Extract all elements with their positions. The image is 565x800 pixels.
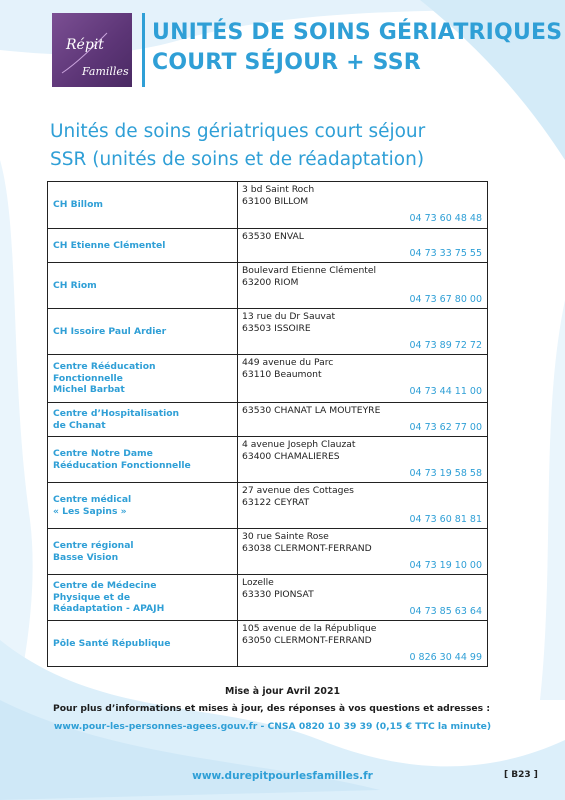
facility-address xyxy=(242,623,483,647)
facility-address xyxy=(242,311,483,335)
address-line: 63050 CLERMONT-FERRAND xyxy=(242,635,372,646)
facility-name-line: « Les Sapins » xyxy=(53,505,127,517)
facility-name-line: Pôle Santé République xyxy=(53,637,171,649)
address-line: 13 rue du Dr Sauvat xyxy=(242,311,336,322)
facility-name-line: CH Riom xyxy=(53,279,97,291)
facility-address xyxy=(242,577,483,601)
facility-name-line: Michel Barbat xyxy=(53,384,125,396)
address-line: 30 rue Sainte Rose xyxy=(242,531,329,542)
facility-name-line: Rééducation Fonctionnelle xyxy=(53,459,191,471)
facility-phone[interactable]: 04 73 62 77 00 xyxy=(409,422,482,433)
facility-contact xyxy=(238,575,487,620)
facility-address xyxy=(242,405,483,417)
address-line: 63530 ENVAL xyxy=(242,231,304,242)
facility-name-line: Centre de Médecine xyxy=(53,580,157,592)
facility-name-line: CH Etienne Clémentel xyxy=(53,239,166,251)
address-line: 105 avenue de la République xyxy=(242,623,377,634)
facility-name-line: Réadaptation - APAJH xyxy=(53,603,165,615)
table-row xyxy=(48,437,487,483)
facility-contact xyxy=(238,309,487,354)
facility-address xyxy=(242,485,483,509)
facility-phone[interactable]: 04 73 60 48 48 xyxy=(409,213,482,224)
facility-name xyxy=(48,403,238,436)
facility-phone[interactable]: 04 73 33 75 55 xyxy=(409,248,482,259)
address-line: 63330 PIONSAT xyxy=(242,589,314,600)
address-line: 63038 CLERMONT-FERRAND xyxy=(242,543,372,554)
address-line: 63400 CHAMALIERES xyxy=(242,451,340,462)
address-line: 63100 BILLOM xyxy=(242,196,309,207)
facility-name xyxy=(48,437,238,482)
facility-name xyxy=(48,621,238,666)
facility-name-line: CH Billom xyxy=(53,199,103,211)
table-row xyxy=(48,309,487,355)
page-title-line-2: COURT SÉJOUR + SSR xyxy=(152,50,421,75)
facility-contact xyxy=(238,355,487,402)
table-row xyxy=(48,575,487,621)
facility-address xyxy=(242,184,483,208)
facility-contact xyxy=(238,529,487,574)
address-line: 63503 ISSOIRE xyxy=(242,323,311,334)
facility-contact xyxy=(238,229,487,262)
page-title xyxy=(152,18,562,78)
address-line: 63122 CEYRAT xyxy=(242,497,310,508)
address-line: 4 avenue Joseph Clauzat xyxy=(242,439,356,450)
table-row xyxy=(48,182,487,229)
table-row xyxy=(48,403,487,437)
logo xyxy=(52,13,132,87)
address-line: 63200 RIOM xyxy=(242,277,299,288)
facility-address xyxy=(242,357,483,381)
facility-contact xyxy=(238,437,487,482)
facility-phone[interactable]: 04 73 67 80 00 xyxy=(409,294,482,305)
update-date: Mise à jour Avril 2021 xyxy=(225,686,340,697)
facility-contact xyxy=(238,403,487,436)
facility-name xyxy=(48,355,238,402)
table-row xyxy=(48,483,487,529)
facility-contact xyxy=(238,263,487,308)
facility-name xyxy=(48,263,238,308)
facility-address xyxy=(242,265,483,289)
facility-phone[interactable]: 04 73 85 63 64 xyxy=(409,606,482,617)
address-line: 63110 Beaumont xyxy=(242,369,322,380)
facility-name-line: Centre médical xyxy=(53,494,132,505)
facility-address xyxy=(242,231,483,243)
table-row xyxy=(48,229,487,263)
facility-address xyxy=(242,531,483,555)
facility-name xyxy=(48,483,238,528)
address-line: 449 avenue du Parc xyxy=(242,357,334,368)
facility-contact xyxy=(238,621,487,666)
facility-phone[interactable]: 04 73 19 10 00 xyxy=(409,560,482,571)
facility-name-line: Basse Vision xyxy=(53,551,119,563)
table-row xyxy=(48,263,487,309)
facility-name xyxy=(48,229,238,262)
section-title-line-2: SSR (unités de soins et de réadaptation) xyxy=(50,149,425,170)
info-text: Pour plus d’informations et mises à jour, des réponses à vos questions et adresses : xyxy=(53,703,491,714)
facility-phone[interactable]: 04 73 44 11 00 xyxy=(409,386,482,397)
facility-name xyxy=(48,182,238,228)
website-link[interactable]: www.durepitpourlesfamilles.fr xyxy=(192,770,373,782)
facility-name-line: Centre Rééducation xyxy=(53,361,156,373)
page-title-line-1: UNITÉS DE SOINS GÉRIATRIQUES xyxy=(152,20,563,45)
facility-phone[interactable]: 04 73 60 81 81 xyxy=(409,514,482,525)
logo-graphic xyxy=(52,13,132,87)
facility-name-line: Fonctionnelle xyxy=(53,372,123,384)
address-line: 27 avenue des Cottages xyxy=(242,485,354,496)
facility-address xyxy=(242,439,483,463)
facility-name xyxy=(48,575,238,620)
address-line: Boulevard Etienne Clémentel xyxy=(242,265,377,276)
facility-phone[interactable]: 0 826 30 44 99 xyxy=(409,652,482,663)
facility-name-line: Centre Notre Dame xyxy=(53,448,153,459)
section-title-line-1: Unités de soins gériatriques court séjour xyxy=(50,121,426,142)
table-row xyxy=(48,621,487,666)
table-row xyxy=(48,529,487,575)
address-line: 63530 CHANAT LA MOUTEYRE xyxy=(242,405,381,416)
facility-name xyxy=(48,529,238,574)
facility-phone[interactable]: 04 73 89 72 72 xyxy=(409,340,482,351)
facility-name-line: Centre régional xyxy=(53,540,134,551)
table-row xyxy=(48,355,487,403)
facility-contact xyxy=(238,483,487,528)
header-divider xyxy=(142,13,145,87)
facility-contact xyxy=(238,182,487,228)
contact-link[interactable]: www.pour-les-personnes-agees.gouv.fr - CNSA 0820 10 39 39 (0,15 € TTC la minute) xyxy=(53,721,492,732)
address-line: 3 bd Saint Roch xyxy=(242,184,315,195)
address-line: Lozelle xyxy=(242,577,274,588)
svg-text:Répit: Répit xyxy=(66,37,104,53)
facility-name xyxy=(48,309,238,354)
facility-name-line: de Chanat xyxy=(53,419,106,431)
facility-name-line: CH Issoire Paul Ardier xyxy=(53,325,167,337)
facility-name-line: Centre d’Hospitalisation xyxy=(53,408,180,419)
facility-name-line: Physique et de xyxy=(53,591,131,603)
facility-phone[interactable]: 04 73 19 58 58 xyxy=(409,468,482,479)
page-number: [ B23 ] xyxy=(504,770,538,780)
svg-text:Familles: Familles xyxy=(82,65,129,78)
facilities-table xyxy=(47,181,488,667)
section-title xyxy=(50,118,425,174)
